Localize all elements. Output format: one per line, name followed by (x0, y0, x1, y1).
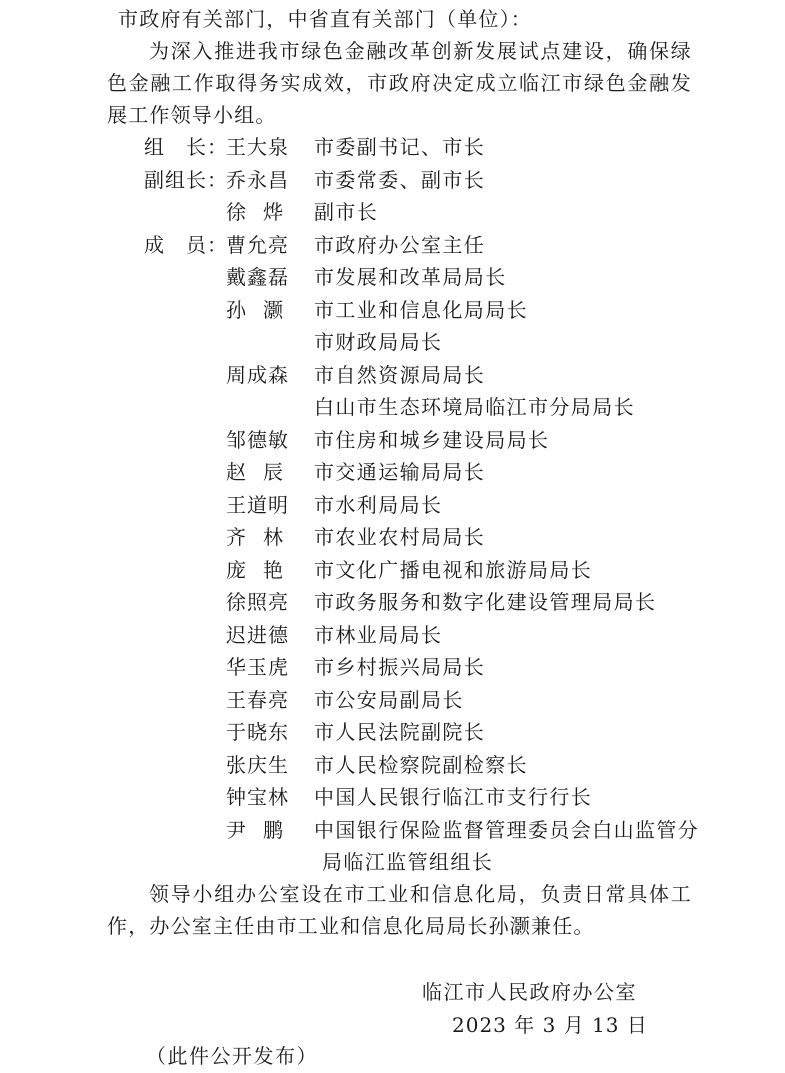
member-title: 市乡村振兴局局长 (314, 655, 486, 679)
member-name: 王大泉 (226, 135, 289, 159)
roster-row (0, 294, 785, 327)
role-member-label: 成 员： (144, 232, 228, 257)
leadership-roster (0, 131, 785, 879)
roster-row (0, 424, 785, 457)
member-name: 齐林 (226, 525, 300, 549)
member-title: 市委常委、副市长 (314, 167, 486, 192)
member-title: 副市长 (314, 200, 379, 224)
roster-row (0, 716, 785, 749)
roster-row (0, 456, 785, 489)
member-name: 庞艳 (226, 557, 300, 582)
roster-row (0, 196, 785, 229)
member-title: 市政务服务和数字化建设管理局局长 (314, 590, 657, 614)
office-note-paragraph: 领导小组办公室设在市工业和信息化局，负责日常具体工作，办公室主任由市工业和信息化局局长孙灏兼任。 (107, 882, 692, 938)
roster-row (0, 814, 785, 847)
member-name: 周成森 (226, 362, 289, 387)
member-title: 市文化广播电视和旅游局局长 (314, 557, 593, 582)
roster-row-leader (0, 131, 785, 164)
member-title: 市人民检察院副检察长 (314, 752, 528, 777)
member-title: 中国银行保险监督管理委员会白山监管分 (314, 817, 700, 842)
member-name: 曹允亮 (226, 232, 289, 257)
roster-row (0, 781, 785, 814)
roster-row (0, 359, 785, 392)
member-title: 局临江监管组组长 (322, 850, 494, 874)
member-title: 市人民法院副院长 (314, 720, 486, 744)
member-title: 市住房和城乡建设局局长 (314, 427, 550, 452)
member-name: 华玉虎 (226, 655, 289, 679)
addressee-line: 市政府有关部门，中省直有关部门（单位）： (118, 7, 532, 31)
roster-row (0, 651, 785, 684)
roster-row (0, 586, 785, 619)
member-name: 徐照亮 (226, 590, 289, 614)
member-title: 市委副书记、市长 (314, 135, 486, 159)
roster-row (0, 554, 785, 587)
member-name: 邹德敏 (226, 427, 289, 452)
member-title: 市交通运输局局长 (314, 460, 486, 484)
member-name: 张庆生 (226, 752, 289, 777)
role-leader-label: 组 长： (144, 135, 228, 159)
member-name: 迟进德 (226, 622, 289, 647)
intro-paragraph: 为深入推进我市绿色金融改革创新发展试点建设，确保绿色金融工作取得务实成效，市政府决定成立临江市绿色金融发展工作领导小组。 (107, 39, 692, 127)
member-name: 孙灏 (226, 297, 300, 322)
roster-row-members (0, 229, 785, 262)
roster-row (0, 749, 785, 782)
release-note: （此件公开发布） (146, 1044, 318, 1068)
member-title: 白山市生态环境局临江市分局局长 (314, 395, 635, 419)
member-title: 市政府办公室主任 (314, 232, 486, 257)
member-name: 于晓东 (226, 720, 289, 744)
member-name: 徐烨 (226, 200, 300, 224)
roster-row (0, 489, 785, 522)
member-name: 钟宝林 (226, 785, 289, 809)
roster-row (0, 391, 785, 424)
roster-row (0, 521, 785, 554)
roster-row (0, 684, 785, 717)
roster-row (0, 261, 785, 294)
member-title: 市发展和改革局局长 (314, 265, 507, 289)
member-title: 市财政局局长 (314, 330, 443, 354)
member-name: 尹鹏 (226, 817, 300, 842)
member-title: 市林业局局长 (314, 622, 443, 647)
roster-row-deputy (0, 164, 785, 197)
roster-row (0, 326, 785, 359)
issue-date: 2023 年 3 月 13 日 (452, 1013, 648, 1037)
member-title: 中国人民银行临江市支行行长 (314, 785, 593, 809)
member-title: 市水利局局长 (314, 492, 443, 517)
issuer-signature: 临江市人民政府办公室 (422, 980, 637, 1004)
member-name: 王春亮 (226, 687, 289, 712)
roster-row (0, 619, 785, 652)
member-title: 市自然资源局局长 (314, 362, 486, 387)
roster-row (0, 846, 785, 879)
member-name: 赵辰 (226, 460, 300, 484)
member-name: 戴鑫磊 (226, 265, 289, 289)
member-title: 市公安局副局长 (314, 687, 464, 712)
member-title: 市工业和信息化局局长 (314, 297, 528, 322)
member-name: 乔永昌 (226, 167, 289, 192)
member-title: 市农业农村局局长 (314, 525, 486, 549)
member-name: 王道明 (226, 492, 289, 517)
role-deputy-label: 副组长： (144, 167, 228, 192)
